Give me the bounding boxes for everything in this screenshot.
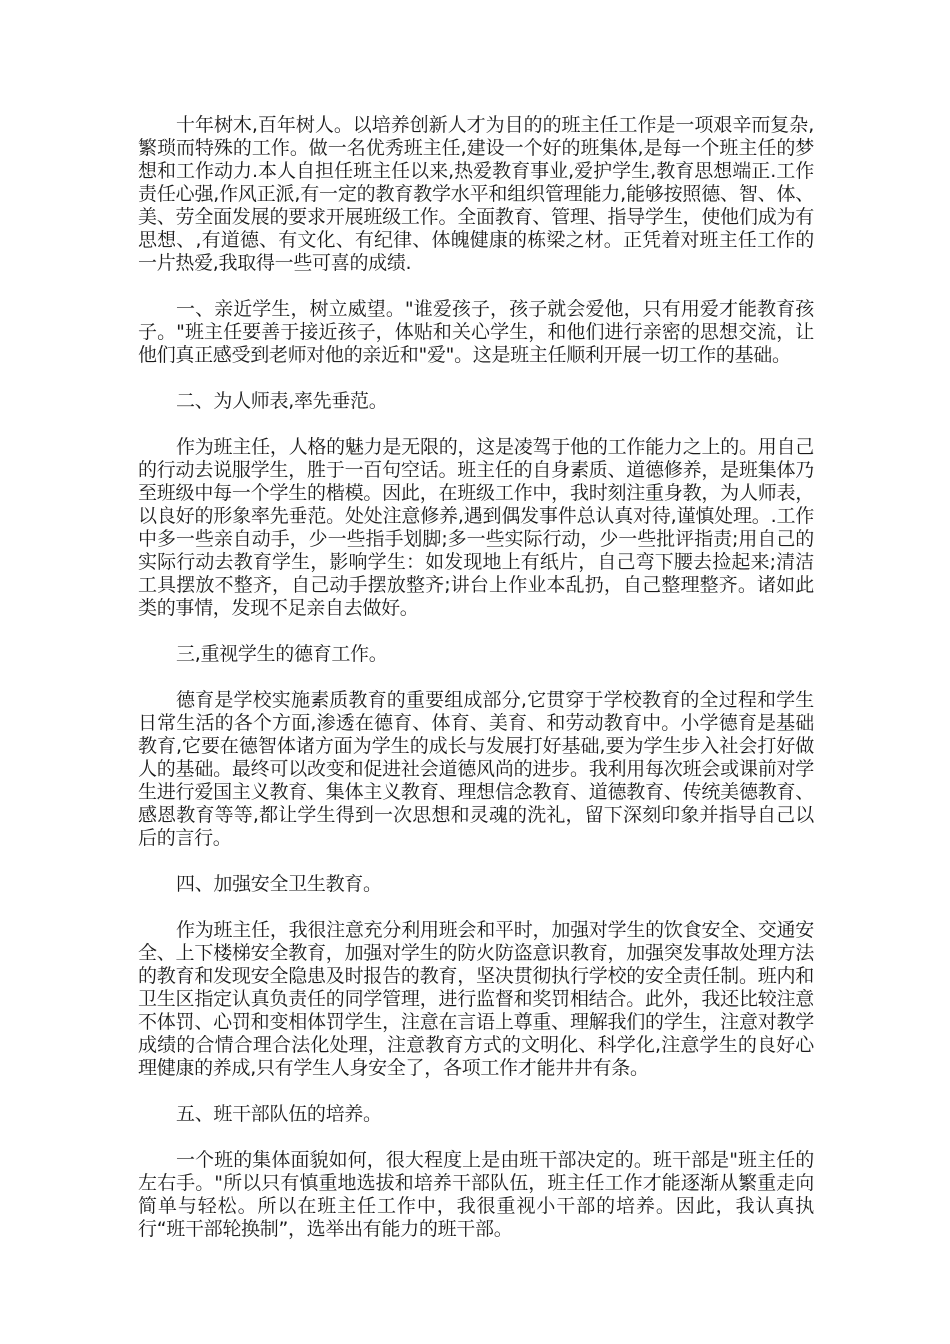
section-heading-five: 五、班干部队伍的培养。 (176, 1103, 382, 1125)
paragraph-section-four: 作为班主任，我很注意充分利用班会和平时，加强对学生的饮食安全、交通安全、上下楼梯安全教育，加强对学生的防火防盗意识教育，加强突发事故处理方法的教育和发现安全隐患及时报告的教育，坚决贯彻执行学校的安全责任制。班内和卫生区指定认真负责任的同学管理，进行监督和奖罚相结合。此外，我还比较注意不体罚、心罚和变相体罚学生，注意在言语上尊重、理解我们的学生，注意对教学成绩的合情合理合法化处理，注意教育方式的文明化、科学化,注意学生的良好心理健康的养成,只有学生人身安全了，各项工作才能井井有条。 (138, 919, 814, 1079)
section-heading-two: 二、为人师表,率先垂范。 (176, 390, 388, 412)
document-body (138, 114, 814, 1264)
paragraph-section-three: 德育是学校实施素质教育的重要组成部分,它贯穿于学校教育的全过程和学生日常生活的各个方面,渗透在德育、体育、美育、和劳动教育中。小学德育是基础教育,它要在德智体诸方面为学生的成长与发展打好基础,要为学生步入社会打好做人的基础。最终可以改变和促进社会道德风尚的进步。我利用每次班会或课前对学生进行爱国主义教育、集体主义教育、理想信念教育、道德教育、传统美德教育、感恩教育等等,都让学生得到一次思想和灵魂的洗礼，留下深刻印象并指导自己以后的言行。 (138, 689, 814, 849)
section-heading-three: 三,重视学生的德育工作。 (176, 643, 388, 665)
paragraph-section-one: 一、亲近学生，树立威望。"谁爱孩子，孩子就会爱他，只有用爱才能教育孩子。"班主任要善于接近孩子，体贴和关心学生，和他们进行亲密的思想交流，让他们真正感受到老师对他的亲近和"爱"。这是班主任顺利开展一切工作的基础。 (138, 298, 814, 366)
paragraph-section-five: 一个班的集体面貌如何，很大程度上是由班干部决定的。班干部是"班主任的左右手。"所以只有慎重地选拔和培养干部队伍，班主任工作才能逐渐从繁重走向简单与轻松。所以在班主任工作中，我很重视小干部的培养。因此，我认真执行“班干部轮换制”，选举出有能力的班干部。 (138, 1149, 814, 1240)
section-heading-four: 四、加强安全卫生教育。 (176, 873, 382, 895)
paragraph-intro: 十年树木,百年树人。以培养创新人才为目的的班主任工作是一项艰辛而复杂,繁琐而特殊的工作。做一名优秀班主任,建设一个好的班集体,是每一个班主任的梦想和工作动力.本人自担任班主任以来,热爱教育事业,爱护学生,教育思想端正.工作责任心强,作风正派,有一定的教育教学水平和组织管理能力,能够按照德、智、体、美、劳全面发展的要求开展班级工作。全面教育、管理、指导学生，使他们成为有思想、,有道德、有文化、有纪律、体魄健康的栋梁之材。正凭着对班主任工作的一片热爱,我取得一些可喜的成绩. (138, 114, 814, 274)
paragraph-section-two: 作为班主任，人格的魅力是无限的，这是凌驾于他的工作能力之上的。用自己的行动去说服学生，胜于一百句空话。班主任的自身素质、道德修养，是班集体乃至班级中每一个学生的楷模。因此，在班级工作中，我时刻注重身教，为人师表，以良好的形象率先垂范。处处注意修养,遇到偶发事件总认真对待,谨慎处理。.工作中多一些亲自动手，少一些指手划脚;多一些实际行动，少一些批评指责;用自己的实际行动去教育学生，影响学生：如发现地上有纸片，自己弯下腰去捡起来;清洁工具摆放不整齐，自己动手摆放整齐;讲台上作业本乱扔，自己整理整齐。诸如此类的事情，发现不足亲自去做好。 (138, 436, 814, 619)
